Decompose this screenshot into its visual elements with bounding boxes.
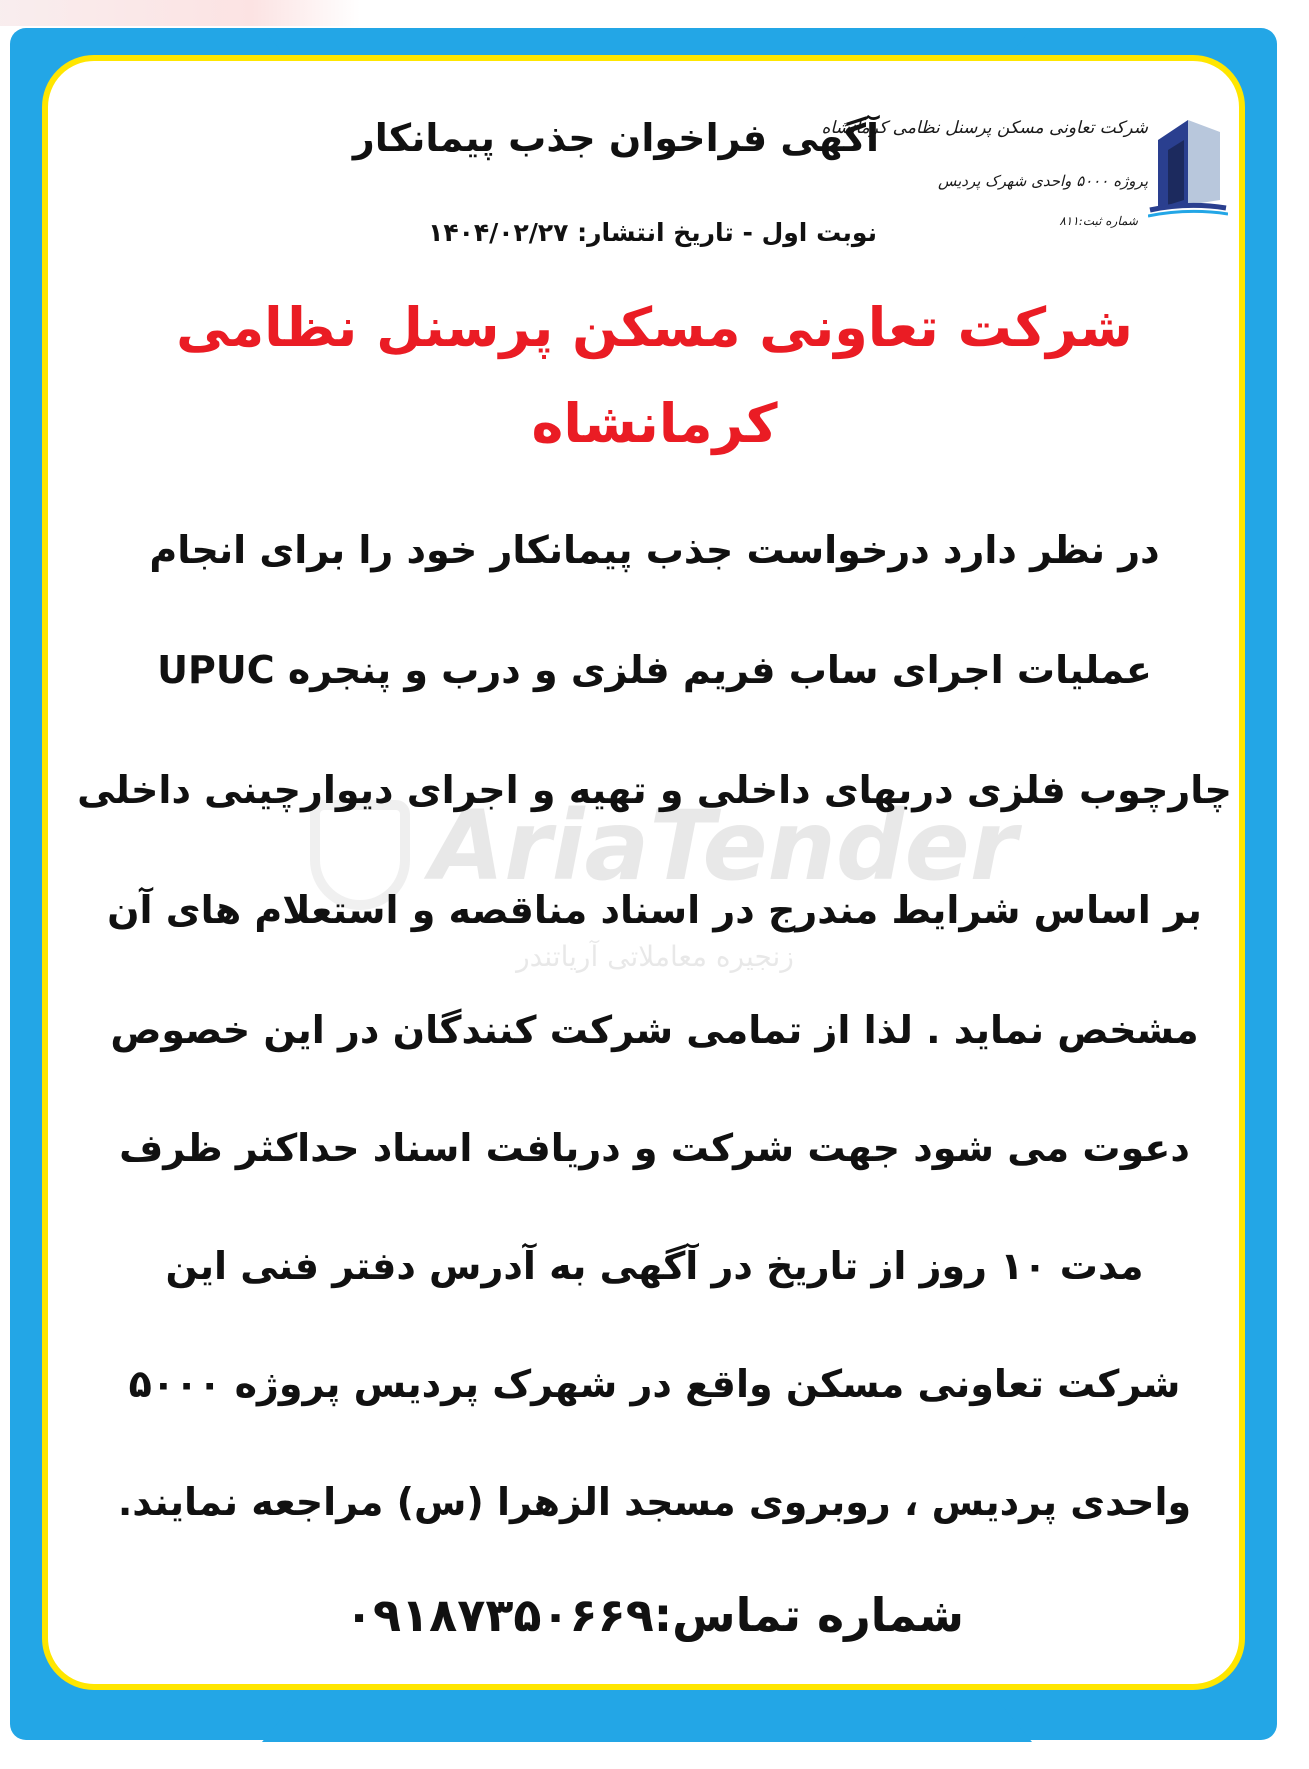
building-icon (1148, 110, 1228, 220)
body-line: بر اساس شرایط مندرج در اسناد مناقصه و استعلام های آن (107, 888, 1202, 932)
body-line: مشخص نماید . لذا از تمامی شرکت کنندگان در این خصوص (110, 1008, 1199, 1052)
bottom-tab-decoration (262, 1686, 1032, 1742)
cropped-header-strip (0, 0, 360, 26)
body-line: دعوت می شود جهت شرکت و دریافت اسناد حداکثر ظرف (119, 1126, 1190, 1170)
company-name-line-1: شرکت تعاونی مسکن پرسنل نظامی (176, 296, 1133, 359)
company-name-line-2: کرمانشاه (531, 392, 778, 455)
body-line: شرکت تعاونی مسکن واقع در شهرک پردیس پروژه ۵۰۰۰ (128, 1362, 1181, 1406)
contact-phone: شماره تماس:۰۹۱۸۷۳۵۰۶۶۹ (344, 1588, 965, 1642)
watermark-tagline: زنجیره معاملاتی آریاتندر (516, 940, 794, 973)
body-line: در نظر دارد درخواست جذب پیمانکار خود را برای انجام (149, 528, 1160, 572)
body-line: مدت ۱۰ روز از تاریخ در آگهی به آدرس دفتر فنی این (165, 1244, 1144, 1288)
watermark-brand: AriaTender (430, 790, 1018, 902)
logo-project-name: پروژه ۵۰۰۰ واحدی شهرک پردیس (937, 172, 1148, 190)
body-line: عملیات اجرای ساب فریم فلزی و درب و پنجره UPUC (157, 648, 1152, 692)
logo-registration-number: شماره ثبت:۸۱۱ (1059, 214, 1138, 228)
logo-company-name: شرکت تعاونی مسکن پرسنل نظامی کرمانشاه (821, 118, 1148, 138)
notice-title: آگهی فراخوان جذب پیمانکار (352, 116, 879, 160)
company-logo (821, 110, 1238, 240)
body-line: چارچوب فلزی دربهای داخلی و تهیه و اجرای دیوارچینی داخلی (77, 768, 1232, 812)
publication-date: نوبت اول - تاریخ انتشار: ۱۴۰۴/۰۲/۲۷ (428, 218, 877, 247)
body-line: واحدی پردیس ، روبروی مسجد الزهرا (س) مراجعه نمایند. (117, 1480, 1192, 1524)
